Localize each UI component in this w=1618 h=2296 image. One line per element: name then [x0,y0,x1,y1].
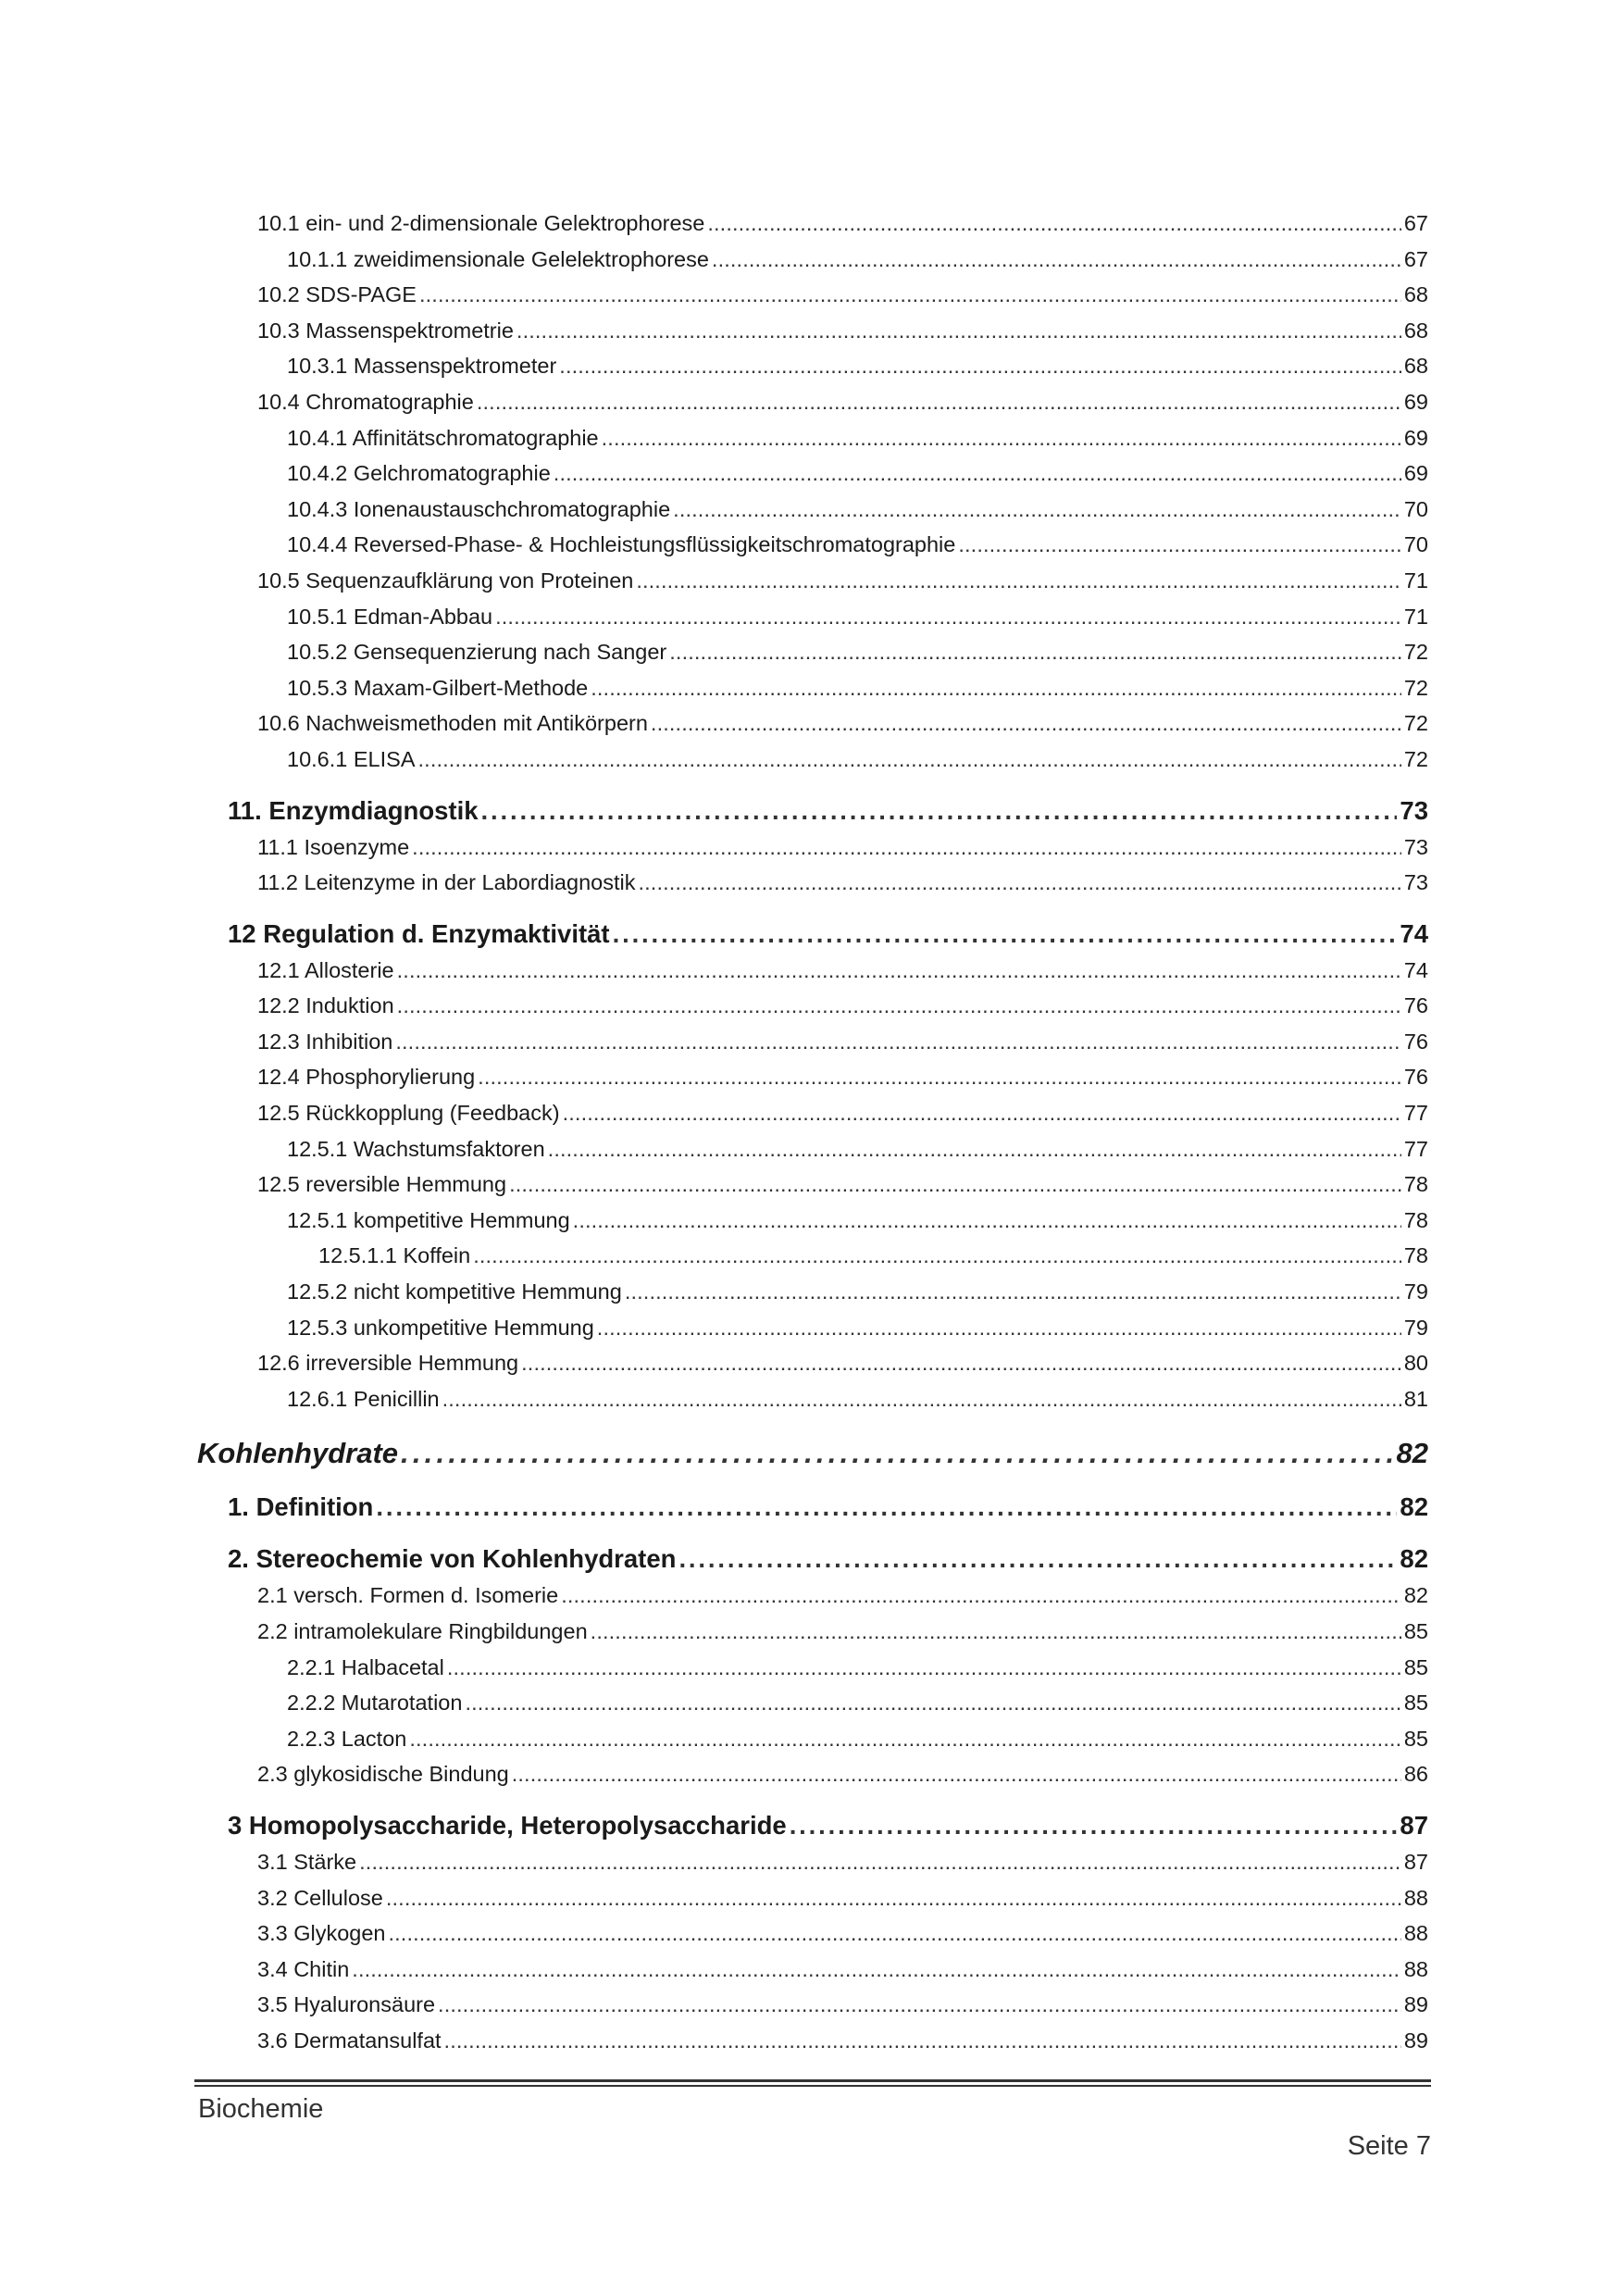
toc-entry-page: 87 [1400,1810,1428,1840]
toc-dot-leader [438,1987,1401,2023]
toc-dot-leader [481,792,1398,830]
toc-entry[interactable] [197,1685,1428,1721]
toc-entry-title: 10.5.1 Edman-Abbau [287,604,493,629]
toc-entry-title: 11. Enzymdiagnostik [228,795,479,825]
toc-entry-title: 12.4 Phosphorylierung [257,1065,476,1090]
toc-entry[interactable] [197,1381,1428,1417]
toc-entry[interactable] [197,953,1428,989]
toc-dot-leader [573,1203,1401,1239]
toc-dot-leader [669,634,1401,670]
toc-dot-leader [559,348,1401,384]
toc-entry-title: 12.3 Inhibition [257,1029,393,1054]
toc-entry-title: 3.4 Chitin [257,1956,350,1981]
toc-dot-leader [602,420,1401,456]
toc-entry-title: 2.2.3 Lacton [287,1726,407,1751]
toc-entry-title: Kohlenhydrate [197,1437,399,1470]
toc-entry-page: 68 [1403,354,1428,379]
toc-dot-leader [388,1915,1400,1952]
toc-entry-page: 82 [1400,1544,1428,1574]
toc-dot-leader [418,742,1401,778]
toc-entry-page: 78 [1403,1172,1428,1197]
toc-entry[interactable] [197,1131,1428,1167]
toc-entry-page: 73 [1403,870,1428,895]
toc-dot-leader [521,1345,1401,1381]
toc-entry-page: 79 [1403,1315,1428,1340]
toc-entry-title: 12.6 irreversible Hemmung [257,1351,519,1376]
toc-entry-page: 82 [1400,1492,1428,1522]
toc-entry-title: 10.6.1 ELISA [287,746,416,771]
toc-entry-title: 12.1 Allosterie [257,957,394,982]
toc-entry-title: 12.5 Rückkopplung (Feedback) [257,1101,560,1126]
toc-entry[interactable] [197,1614,1428,1650]
toc-entry[interactable] [197,527,1428,563]
toc-entry-title: 10.4.3 Ionenaustauschchromatographie [287,496,671,521]
toc-entry-page: 72 [1403,711,1428,736]
toc-entry-title: 10.1.1 zweidimensionale Gelelektrophorese [287,246,709,271]
toc-entry-title: 12 Regulation d. Enzymaktivität [228,918,610,948]
toc-entry-page: 73 [1403,834,1428,859]
toc-entry[interactable] [197,1345,1428,1381]
toc-entry[interactable] [197,634,1428,670]
toc-entry[interactable] [197,792,1428,830]
toc-entry-title: 2.3 glykosidische Bindung [257,1762,509,1787]
toc-entry[interactable] [197,1203,1428,1239]
toc-dot-leader [409,1721,1401,1757]
toc-entry[interactable] [197,492,1428,528]
toc-entry-page: 85 [1403,1691,1428,1716]
toc-entry[interactable] [197,1721,1428,1757]
toc-entry-page: 73 [1400,795,1428,825]
toc-entry-title: 3 Homopolysaccharide, Heteropolysaccharide [228,1810,787,1840]
toc-entry-page: 80 [1403,1351,1428,1376]
toc-entry[interactable] [197,1541,1428,1578]
toc-entry[interactable] [197,1807,1428,1844]
toc-entry-page: 88 [1403,1921,1428,1946]
toc-entry-page: 79 [1403,1279,1428,1304]
toc-entry[interactable] [197,313,1428,349]
toc-dot-leader [591,1614,1401,1650]
toc-dot-leader [473,1238,1401,1274]
toc-entry-page: 78 [1403,1243,1428,1268]
toc-entry[interactable] [197,1880,1428,1916]
toc-dot-leader [376,1489,1397,1526]
toc-entry[interactable] [197,916,1428,953]
toc-dot-leader [554,455,1401,492]
toc-entry-title: 10.4 Chromatographie [257,389,474,414]
toc-entry-page: 69 [1403,425,1428,450]
toc-dot-leader [444,2023,1401,2059]
toc-dot-leader [638,865,1400,901]
toc-entry-page: 70 [1403,496,1428,521]
toc-entry-page: 86 [1403,1762,1428,1787]
toc-dot-leader [419,277,1401,313]
toc-entry[interactable] [197,1238,1428,1274]
toc-entry[interactable] [197,1987,1428,2023]
toc-entry[interactable] [197,742,1428,778]
toc-entry[interactable] [197,1274,1428,1310]
toc-entry-page: 69 [1403,461,1428,486]
toc-entry-title: 12.5.3 unkompetitive Hemmung [287,1315,594,1340]
toc-entry[interactable] [197,1915,1428,1952]
toc-entry[interactable] [197,670,1428,706]
toc-dot-leader [442,1381,1401,1417]
toc-entry-title: 11.2 Leitenzyme in der Labordiagnostik [257,870,636,895]
toc-entry-title: 3.2 Cellulose [257,1885,383,1910]
toc-entry[interactable] [197,2023,1428,2059]
toc-entry-title: 3.6 Dermatansulfat [257,2028,442,2053]
toc-entry-title: 10.4.1 Affinitätschromatographie [287,425,599,450]
toc-dot-leader [790,1807,1398,1844]
toc-dot-leader [517,313,1401,349]
toc-dot-leader [613,916,1398,953]
toc-entry-page: 85 [1403,1619,1428,1643]
toc-entry-page: 77 [1403,1101,1428,1126]
toc-entry-page: 69 [1403,389,1428,414]
toc-dot-leader [477,384,1401,420]
toc-entry-title: 10.2 SDS-PAGE [257,282,417,307]
toc-dot-leader [651,705,1401,742]
toc-entry-title: 10.5 Sequenzaufklärung von Proteinen [257,568,634,593]
toc-entry-title: 10.4.4 Reversed-Phase- & Hochleistungsflüssigkeitschromatographie [287,532,956,557]
toc-entry-title: 12.2 Induktion [257,993,394,1018]
toc-entry-title: 12.6.1 Penicillin [287,1386,440,1411]
toc-entry[interactable] [197,1095,1428,1131]
toc-entry-page: 85 [1403,1726,1428,1751]
toc-entry-title: 12.5.1 kompetitive Hemmung [287,1207,570,1232]
toc-dot-leader [397,953,1401,989]
toc-entry-title: 2.2.2 Mutarotation [287,1691,463,1716]
toc-entry-title: 10.3.1 Massenspektrometer [287,354,557,379]
toc-entry-title: 12.5.1.1 Koffein [318,1243,471,1268]
toc-entry-title: 2. Stereochemie von Kohlenhydraten [228,1544,677,1574]
toc-dot-leader [548,1131,1401,1167]
toc-entry-title: 10.3 Massenspektrometrie [257,318,514,343]
toc-entry[interactable] [197,242,1428,278]
toc-entry-page: 78 [1403,1207,1428,1232]
toc-entry-page: 82 [1396,1437,1428,1470]
toc-entry[interactable] [197,1024,1428,1060]
toc-dot-leader [509,1167,1401,1203]
toc-entry[interactable] [197,277,1428,313]
toc-entry-page: 77 [1403,1136,1428,1161]
toc-entry-title: 12.5 reversible Hemmung [257,1172,507,1197]
toc-entry-page: 72 [1403,746,1428,771]
toc-entry[interactable] [197,705,1428,742]
toc-dot-leader [478,1059,1401,1095]
toc-entry-page: 87 [1403,1849,1428,1874]
toc-entry-page: 74 [1400,918,1428,948]
toc-entry-title: 12.5.1 Wachstumsfaktoren [287,1136,545,1161]
toc-entry-title: 2.1 versch. Formen d. Isomerie [257,1583,559,1608]
toc-entry[interactable] [197,1578,1428,1614]
toc-entry-page: 67 [1403,246,1428,271]
toc-entry-title: 3.5 Hyaluronsäure [257,1992,436,2017]
toc-dot-leader [707,206,1401,242]
table-of-contents [197,206,1428,2059]
toc-entry[interactable] [197,1059,1428,1095]
toc-entry-page: 67 [1403,211,1428,235]
toc-entry-page: 76 [1403,993,1428,1018]
toc-entry[interactable] [197,206,1428,242]
toc-entry[interactable] [197,563,1428,599]
toc-dot-leader [352,1952,1401,1988]
toc-dot-leader [673,492,1401,528]
toc-entry[interactable] [197,830,1428,866]
toc-dot-leader [447,1650,1401,1686]
toc-entry-title: 10.5.2 Gensequenzierung nach Sanger [287,640,667,665]
toc-dot-leader [395,1024,1401,1060]
toc-entry-page: 68 [1403,282,1428,307]
toc-entry[interactable] [197,1756,1428,1792]
toc-entry-page: 85 [1403,1654,1428,1679]
toc-entry[interactable] [197,988,1428,1024]
toc-entry-title: 2.2.1 Halbacetal [287,1654,444,1679]
toc-dot-leader [401,1433,1393,1474]
footer-page-number: Seite 7 [1347,2131,1431,2161]
toc-dot-leader [678,1541,1397,1578]
toc-dot-leader [958,527,1401,563]
toc-dot-leader [359,1844,1401,1880]
footer-title: Biochemie [198,2094,324,2124]
toc-entry-page: 70 [1403,532,1428,557]
toc-dot-leader [625,1274,1401,1310]
toc-entry[interactable] [197,348,1428,384]
toc-entry-page: 89 [1403,2028,1428,2053]
footer-rule-thin [194,2085,1431,2087]
toc-dot-leader [465,1685,1400,1721]
toc-entry-page: 74 [1403,957,1428,982]
toc-dot-leader [597,1310,1401,1346]
toc-entry-page: 88 [1403,1956,1428,1981]
toc-entry[interactable] [197,1650,1428,1686]
toc-entry-page: 88 [1403,1885,1428,1910]
toc-entry-title: 1. Definition [228,1492,374,1522]
toc-dot-leader [561,1578,1401,1614]
toc-entry-title: 12.5.2 nicht kompetitive Hemmung [287,1279,622,1304]
footer-rule [194,2079,1431,2082]
toc-entry-page: 76 [1403,1065,1428,1090]
toc-entry-title: 10.6 Nachweismethoden mit Antikörpern [257,711,648,736]
toc-entry-title: 10.4.2 Gelchromatographie [287,461,551,486]
toc-dot-leader [412,830,1401,866]
toc-entry[interactable] [197,865,1428,901]
toc-dot-leader [563,1095,1401,1131]
toc-entry-page: 89 [1403,1992,1428,2017]
toc-entry[interactable] [197,1310,1428,1346]
toc-entry-page: 76 [1403,1029,1428,1054]
toc-entry-title: 3.1 Stärke [257,1849,357,1874]
toc-entry[interactable] [197,1489,1428,1526]
toc-entry[interactable] [197,1952,1428,1988]
toc-dot-leader [636,563,1401,599]
toc-entry[interactable] [197,599,1428,635]
toc-entry[interactable] [197,1433,1428,1474]
toc-entry-page: 72 [1403,675,1428,700]
toc-entry-page: 71 [1403,568,1428,593]
toc-entry-page: 72 [1403,640,1428,665]
toc-dot-leader [397,988,1401,1024]
toc-entry-page: 68 [1403,318,1428,343]
toc-dot-leader [712,242,1401,278]
toc-entry-title: 10.5.3 Maxam-Gilbert-Methode [287,675,589,700]
toc-entry[interactable] [197,1167,1428,1203]
toc-entry-title: 3.3 Glykogen [257,1921,386,1946]
toc-dot-leader [591,670,1401,706]
toc-entry-page: 82 [1403,1583,1428,1608]
toc-entry[interactable] [197,384,1428,420]
toc-entry-page: 81 [1403,1386,1428,1411]
toc-entry[interactable] [197,1844,1428,1880]
toc-entry-title: 10.1 ein- und 2-dimensionale Gelektrophorese [257,211,705,235]
toc-dot-leader [495,599,1401,635]
toc-entry-title: 2.2 intramolekulare Ringbildungen [257,1619,588,1643]
toc-entry-page: 71 [1403,604,1428,629]
toc-entry[interactable] [197,420,1428,456]
toc-entry[interactable] [197,455,1428,492]
toc-dot-leader [386,1880,1401,1916]
toc-entry-title: 11.1 Isoenzyme [257,834,410,859]
toc-dot-leader [512,1756,1401,1792]
